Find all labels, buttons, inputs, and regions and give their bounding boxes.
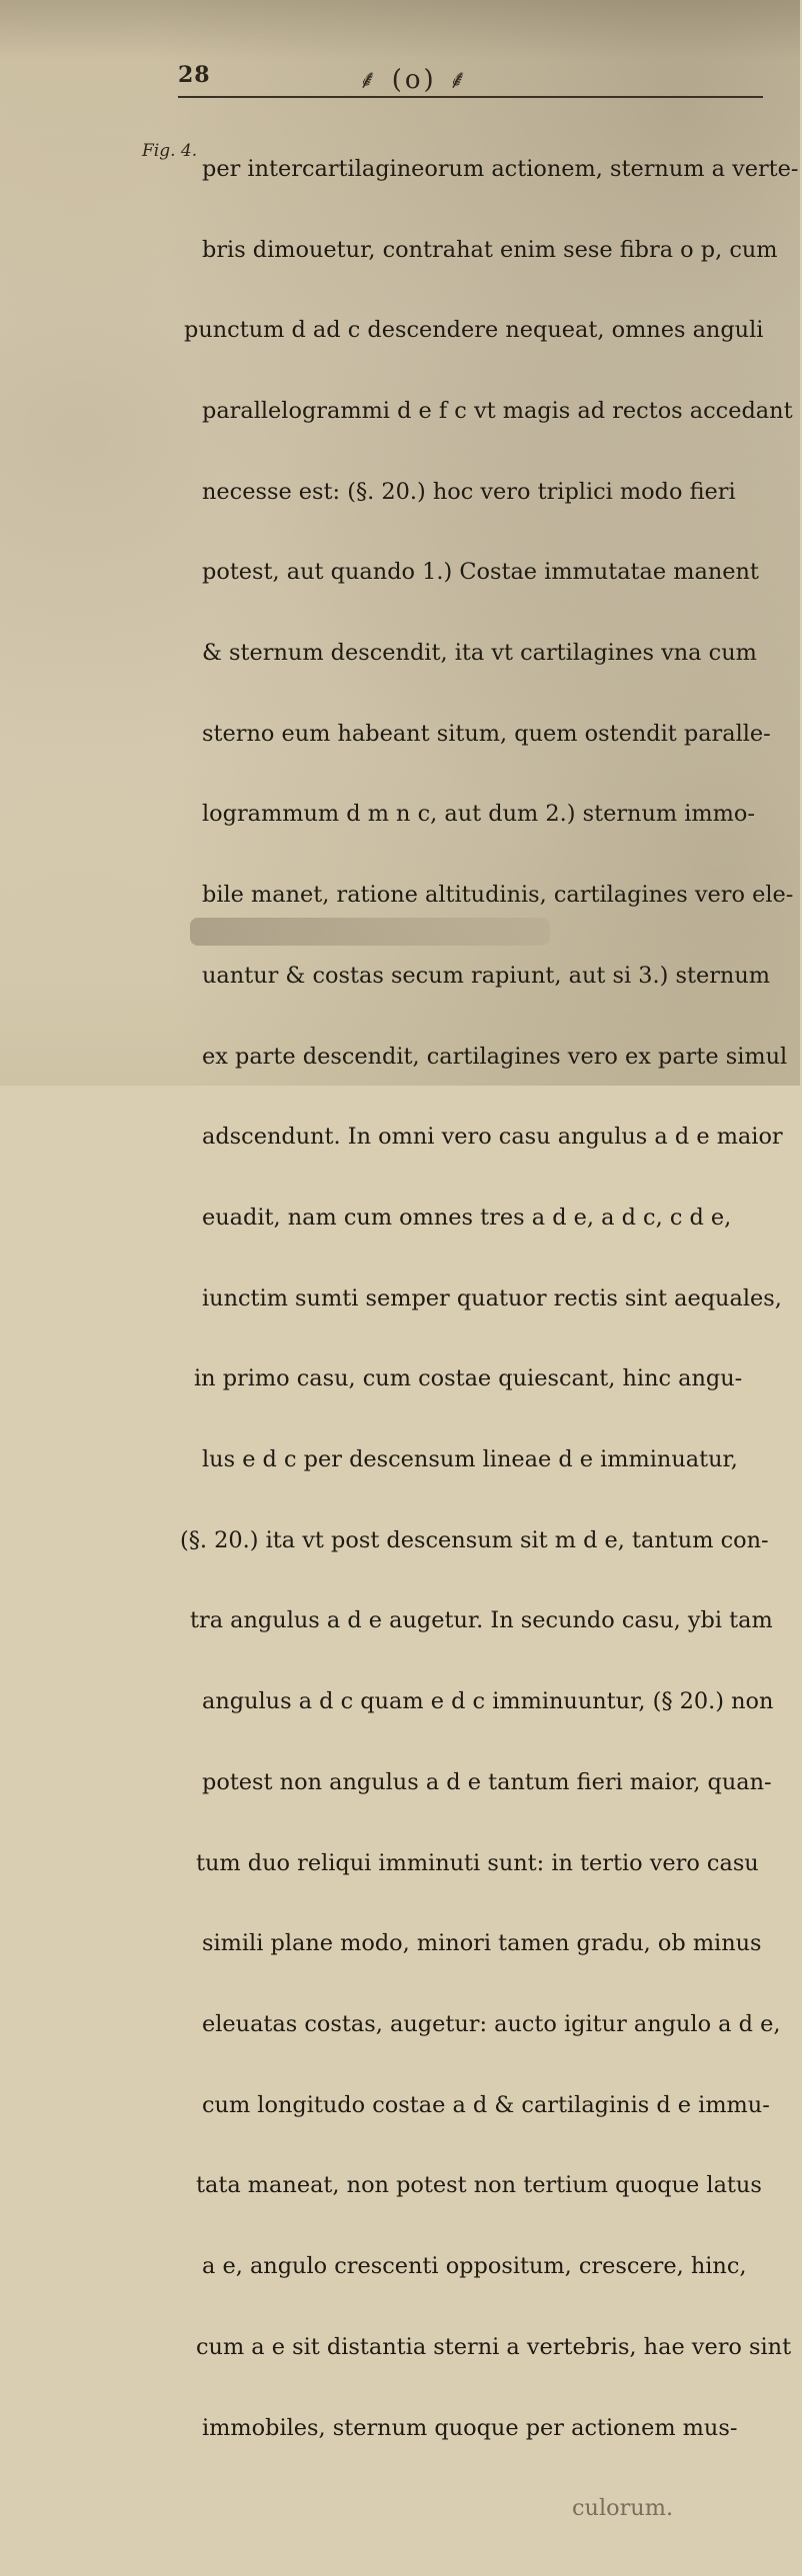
text-line: necesse est: (§. 20.) hoc vero triplici modo fieri [202, 478, 736, 505]
page-number: 28 [178, 62, 211, 88]
text-line: ex parte descendit, cartilagines vero ex parte simul [202, 1043, 788, 1070]
bleed-through-shadow [0, 0, 800, 60]
text-line: tum duo reliqui imminuti sunt: in tertio vero casu [196, 1849, 759, 1876]
text-line: sterno eum habeant situm, quem ostendit paralle- [202, 720, 771, 747]
text-line: a e, angulo crescenti oppositum, crescere, hinc, [202, 2253, 747, 2280]
body-text [180, 102, 802, 2576]
text-line: uantur & costas secum rapiunt, aut si 3.) sternum [202, 962, 770, 989]
text-line: simili plane modo, minori tamen gradu, ob minus [202, 1930, 762, 1957]
header-ornament: ⸙ (o) ⸙ [358, 65, 471, 95]
text-line: logrammum d m n c, aut dum 2.) sternum immo- [202, 801, 755, 828]
text-line: parallelogrammi d e f c vt magis ad rectos accedant [202, 397, 793, 424]
text-line: in primo casu, cum costae quiescant, hinc angu- [194, 1365, 743, 1392]
figure-margin-note: Fig. 4. [142, 141, 198, 161]
text-line: punctum d ad c descendere nequeat, omnes anguli [184, 317, 764, 344]
text-line: euadit, nam cum omnes tres a d e, a d c, c d e, [202, 1204, 732, 1231]
text-line: potest, aut quando 1.) Costae immutatae manent [202, 559, 759, 586]
text-line: tra angulus a d e augetur. In secundo casu, ybi tam [190, 1607, 773, 1634]
text-line: iunctim sumti semper quatuor rectis sint aequales, [202, 1285, 782, 1311]
text-line: potest non angulus a d e tantum fieri maior, quan- [202, 1768, 772, 1795]
text-line: cum a e sit distantia sterni a vertebris, hae vero sint [196, 2333, 792, 2360]
text-line: (§. 20.) ita vt post descensum sit m d e, tantum con- [180, 1526, 769, 1553]
text-line: cum longitudo costae a d & cartilaginis d e immu- [202, 2091, 770, 2118]
text-line: adscendunt. In omni vero casu angulus a d e maior [202, 1124, 783, 1151]
bottom-smudge [190, 918, 550, 946]
text-line: per intercartilagineorum actionem, sternum a verte- [202, 155, 799, 182]
text-line: bris dimouetur, contrahat enim sese fibra o p, cum [202, 236, 778, 263]
text-line: bile manet, ratione altitudinis, cartilagines vero ele- [202, 882, 794, 909]
text-line: eleuatas costas, augetur: aucto igitur angulo a d e, [202, 2010, 781, 2037]
text-line: & sternum descendit, ita vt cartilagines vna cum [202, 640, 757, 667]
header-rule [178, 96, 763, 98]
text-line: immobiles, sternum quoque per actionem mus- [202, 2414, 738, 2441]
text-line: culorum. [572, 2495, 674, 2522]
text-line: angulus a d c quam e d c imminuuntur, (§ 20.) non [202, 1688, 774, 1715]
text-line: lus e d c per descensum lineae d e imminuatur, [202, 1446, 738, 1473]
text-line: tata maneat, non potest non tertium quoque latus [196, 2172, 762, 2199]
page-header [178, 62, 738, 95]
